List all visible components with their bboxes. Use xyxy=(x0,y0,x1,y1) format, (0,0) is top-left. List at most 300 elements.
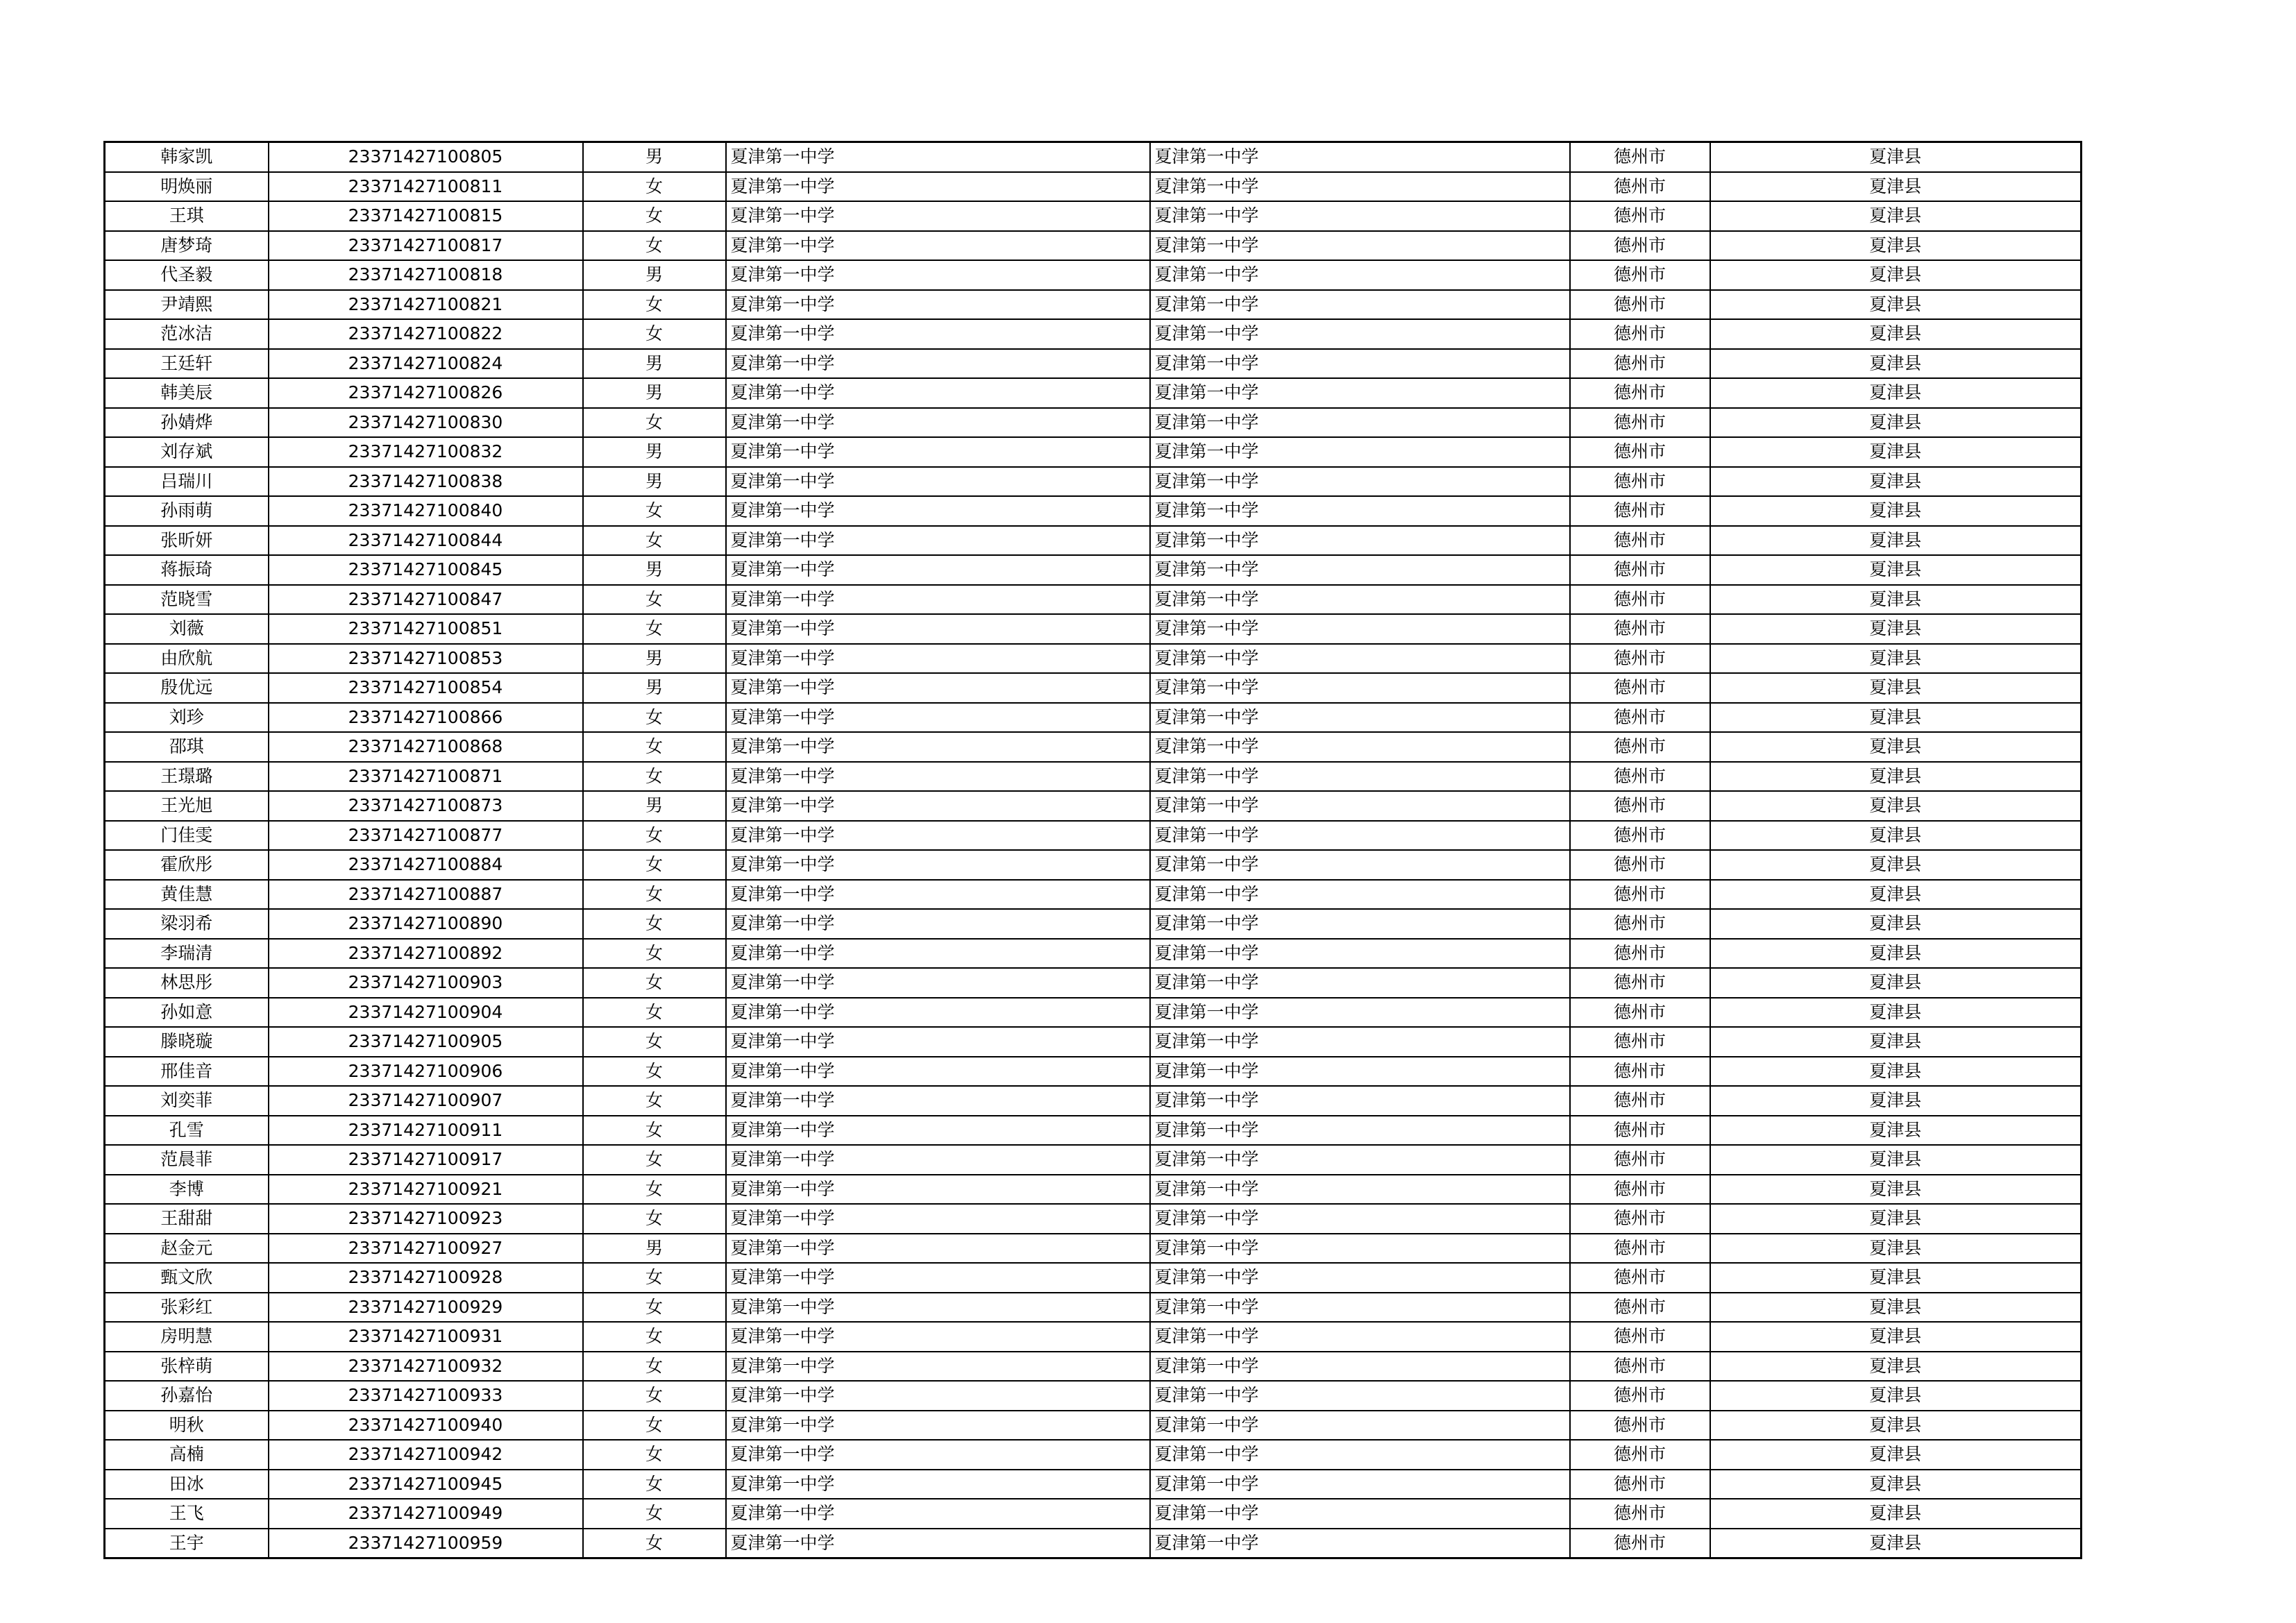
county-cell: 夏津县 xyxy=(1710,673,2082,703)
origin-school-cell: 夏津第一中学 xyxy=(1150,614,1570,644)
city-cell: 德州市 xyxy=(1570,1234,1710,1264)
gender-cell: 女 xyxy=(583,1440,726,1470)
city-cell: 德州市 xyxy=(1570,673,1710,703)
gender-cell: 男 xyxy=(583,437,726,467)
table-row xyxy=(105,1145,2082,1175)
table-row xyxy=(105,1204,2082,1234)
origin-school-cell: 夏津第一中学 xyxy=(1150,349,1570,379)
county-cell: 夏津县 xyxy=(1710,1086,2082,1116)
county-cell: 夏津县 xyxy=(1710,1293,2082,1323)
origin-school-cell: 夏津第一中学 xyxy=(1150,172,1570,202)
school-cell: 夏津第一中学 xyxy=(726,1234,1150,1264)
table-row xyxy=(105,821,2082,851)
gender-cell: 女 xyxy=(583,1175,726,1205)
origin-school-cell: 夏津第一中学 xyxy=(1150,880,1570,910)
origin-school-cell: 夏津第一中学 xyxy=(1150,1499,1570,1529)
table-row xyxy=(105,644,2082,674)
gender-cell: 男 xyxy=(583,260,726,290)
city-cell: 德州市 xyxy=(1570,909,1710,939)
table-row xyxy=(105,880,2082,910)
origin-school-cell: 夏津第一中学 xyxy=(1150,644,1570,674)
gender-cell: 女 xyxy=(583,1499,726,1529)
city-cell: 德州市 xyxy=(1570,201,1710,231)
gender-cell: 女 xyxy=(583,703,726,733)
table-row xyxy=(105,850,2082,880)
table-row xyxy=(105,732,2082,762)
gender-cell: 女 xyxy=(583,909,726,939)
table-row xyxy=(105,437,2082,467)
city-cell: 德州市 xyxy=(1570,378,1710,408)
city-cell: 德州市 xyxy=(1570,1116,1710,1146)
student-name-cell: 黄佳慧 xyxy=(105,880,269,910)
origin-school-cell: 夏津第一中学 xyxy=(1150,290,1570,320)
student-name-cell: 孙婧烨 xyxy=(105,408,269,438)
city-cell: 德州市 xyxy=(1570,821,1710,851)
gender-cell: 男 xyxy=(583,467,726,497)
school-cell: 夏津第一中学 xyxy=(726,1175,1150,1205)
gender-cell: 女 xyxy=(583,968,726,998)
gender-cell: 女 xyxy=(583,1204,726,1234)
table-row xyxy=(105,614,2082,644)
school-cell: 夏津第一中学 xyxy=(726,850,1150,880)
gender-cell: 女 xyxy=(583,201,726,231)
student-name-cell: 刘奕菲 xyxy=(105,1086,269,1116)
city-cell: 德州市 xyxy=(1570,526,1710,556)
origin-school-cell: 夏津第一中学 xyxy=(1150,673,1570,703)
gender-cell: 女 xyxy=(583,496,726,526)
city-cell: 德州市 xyxy=(1570,437,1710,467)
school-cell: 夏津第一中学 xyxy=(726,467,1150,497)
exam-id-cell: 23371427100904 xyxy=(269,998,583,1028)
table-row xyxy=(105,762,2082,792)
city-cell: 德州市 xyxy=(1570,998,1710,1028)
county-cell: 夏津县 xyxy=(1710,1352,2082,1382)
city-cell: 德州市 xyxy=(1570,1293,1710,1323)
exam-id-cell: 23371427100887 xyxy=(269,880,583,910)
gender-cell: 男 xyxy=(583,555,726,585)
student-name-cell: 甄文欣 xyxy=(105,1263,269,1293)
school-cell: 夏津第一中学 xyxy=(726,585,1150,615)
origin-school-cell: 夏津第一中学 xyxy=(1150,1322,1570,1352)
city-cell: 德州市 xyxy=(1570,762,1710,792)
gender-cell: 女 xyxy=(583,939,726,969)
origin-school-cell: 夏津第一中学 xyxy=(1150,555,1570,585)
county-cell: 夏津县 xyxy=(1710,968,2082,998)
exam-id-cell: 23371427100907 xyxy=(269,1086,583,1116)
student-name-cell: 蒋振琦 xyxy=(105,555,269,585)
table-row xyxy=(105,968,2082,998)
exam-id-cell: 23371427100942 xyxy=(269,1440,583,1470)
table-row xyxy=(105,1263,2082,1293)
student-name-cell: 王廷轩 xyxy=(105,349,269,379)
gender-cell: 男 xyxy=(583,1234,726,1264)
exam-id-cell: 23371427100905 xyxy=(269,1027,583,1057)
county-cell: 夏津县 xyxy=(1710,142,2082,172)
county-cell: 夏津县 xyxy=(1710,614,2082,644)
school-cell: 夏津第一中学 xyxy=(726,821,1150,851)
county-cell: 夏津县 xyxy=(1710,172,2082,202)
exam-id-cell: 23371427100866 xyxy=(269,703,583,733)
city-cell: 德州市 xyxy=(1570,260,1710,290)
county-cell: 夏津县 xyxy=(1710,1440,2082,1470)
gender-cell: 女 xyxy=(583,1411,726,1441)
table-row xyxy=(105,319,2082,349)
school-cell: 夏津第一中学 xyxy=(726,1470,1150,1499)
county-cell: 夏津县 xyxy=(1710,201,2082,231)
city-cell: 德州市 xyxy=(1570,496,1710,526)
student-name-cell: 范晨菲 xyxy=(105,1145,269,1175)
city-cell: 德州市 xyxy=(1570,1499,1710,1529)
table-row xyxy=(105,1440,2082,1470)
city-cell: 德州市 xyxy=(1570,1352,1710,1382)
student-name-cell: 由欣航 xyxy=(105,644,269,674)
origin-school-cell: 夏津第一中学 xyxy=(1150,732,1570,762)
student-name-cell: 殷优远 xyxy=(105,673,269,703)
exam-id-cell: 23371427100884 xyxy=(269,850,583,880)
student-name-cell: 孔雪 xyxy=(105,1116,269,1146)
gender-cell: 女 xyxy=(583,1027,726,1057)
gender-cell: 男 xyxy=(583,349,726,379)
gender-cell: 女 xyxy=(583,1470,726,1499)
exam-id-cell: 23371427100844 xyxy=(269,526,583,556)
origin-school-cell: 夏津第一中学 xyxy=(1150,1145,1570,1175)
origin-school-cell: 夏津第一中学 xyxy=(1150,1116,1570,1146)
city-cell: 德州市 xyxy=(1570,1263,1710,1293)
exam-id-cell: 23371427100927 xyxy=(269,1234,583,1264)
gender-cell: 女 xyxy=(583,1086,726,1116)
table-row xyxy=(105,555,2082,585)
exam-id-cell: 23371427100903 xyxy=(269,968,583,998)
school-cell: 夏津第一中学 xyxy=(726,1204,1150,1234)
student-name-cell: 唐梦琦 xyxy=(105,231,269,261)
student-name-cell: 门佳雯 xyxy=(105,821,269,851)
school-cell: 夏津第一中学 xyxy=(726,555,1150,585)
table-row xyxy=(105,1411,2082,1441)
gender-cell: 男 xyxy=(583,644,726,674)
city-cell: 德州市 xyxy=(1570,614,1710,644)
gender-cell: 男 xyxy=(583,378,726,408)
student-name-cell: 吕瑞川 xyxy=(105,467,269,497)
county-cell: 夏津县 xyxy=(1710,1027,2082,1057)
gender-cell: 女 xyxy=(583,1145,726,1175)
county-cell: 夏津县 xyxy=(1710,408,2082,438)
county-cell: 夏津县 xyxy=(1710,1234,2082,1264)
table-row xyxy=(105,496,2082,526)
origin-school-cell: 夏津第一中学 xyxy=(1150,1086,1570,1116)
city-cell: 德州市 xyxy=(1570,850,1710,880)
origin-school-cell: 夏津第一中学 xyxy=(1150,1411,1570,1441)
origin-school-cell: 夏津第一中学 xyxy=(1150,142,1570,172)
county-cell: 夏津县 xyxy=(1710,644,2082,674)
origin-school-cell: 夏津第一中学 xyxy=(1150,762,1570,792)
table-row xyxy=(105,467,2082,497)
origin-school-cell: 夏津第一中学 xyxy=(1150,1293,1570,1323)
school-cell: 夏津第一中学 xyxy=(726,1440,1150,1470)
school-cell: 夏津第一中学 xyxy=(726,172,1150,202)
student-name-cell: 代圣毅 xyxy=(105,260,269,290)
origin-school-cell: 夏津第一中学 xyxy=(1150,791,1570,821)
table-row xyxy=(105,1175,2082,1205)
school-cell: 夏津第一中学 xyxy=(726,378,1150,408)
city-cell: 德州市 xyxy=(1570,1470,1710,1499)
city-cell: 德州市 xyxy=(1570,1057,1710,1087)
gender-cell: 女 xyxy=(583,1381,726,1411)
table-row xyxy=(105,1057,2082,1087)
city-cell: 德州市 xyxy=(1570,1086,1710,1116)
table-row xyxy=(105,939,2082,969)
school-cell: 夏津第一中学 xyxy=(726,1381,1150,1411)
origin-school-cell: 夏津第一中学 xyxy=(1150,526,1570,556)
gender-cell: 女 xyxy=(583,1116,726,1146)
table-row xyxy=(105,1499,2082,1529)
exam-id-cell: 23371427100892 xyxy=(269,939,583,969)
exam-id-cell: 23371427100838 xyxy=(269,467,583,497)
school-cell: 夏津第一中学 xyxy=(726,791,1150,821)
gender-cell: 女 xyxy=(583,1352,726,1382)
table-row xyxy=(105,378,2082,408)
origin-school-cell: 夏津第一中学 xyxy=(1150,998,1570,1028)
gender-cell: 女 xyxy=(583,998,726,1028)
table-row xyxy=(105,1086,2082,1116)
gender-cell: 女 xyxy=(583,762,726,792)
city-cell: 德州市 xyxy=(1570,880,1710,910)
table-row xyxy=(105,1116,2082,1146)
gender-cell: 女 xyxy=(583,850,726,880)
student-name-cell: 孙嘉怡 xyxy=(105,1381,269,1411)
school-cell: 夏津第一中学 xyxy=(726,1145,1150,1175)
city-cell: 德州市 xyxy=(1570,644,1710,674)
student-name-cell: 张昕妍 xyxy=(105,526,269,556)
student-name-cell: 高楠 xyxy=(105,1440,269,1470)
origin-school-cell: 夏津第一中学 xyxy=(1150,939,1570,969)
table-row xyxy=(105,142,2082,172)
student-name-cell: 滕晓璇 xyxy=(105,1027,269,1057)
school-cell: 夏津第一中学 xyxy=(726,762,1150,792)
student-name-cell: 尹靖熙 xyxy=(105,290,269,320)
school-cell: 夏津第一中学 xyxy=(726,909,1150,939)
school-cell: 夏津第一中学 xyxy=(726,703,1150,733)
county-cell: 夏津县 xyxy=(1710,437,2082,467)
gender-cell: 女 xyxy=(583,172,726,202)
city-cell: 德州市 xyxy=(1570,1322,1710,1352)
table-row xyxy=(105,1322,2082,1352)
county-cell: 夏津县 xyxy=(1710,496,2082,526)
table-row xyxy=(105,1352,2082,1382)
county-cell: 夏津县 xyxy=(1710,880,2082,910)
school-cell: 夏津第一中学 xyxy=(726,614,1150,644)
student-name-cell: 林思彤 xyxy=(105,968,269,998)
school-cell: 夏津第一中学 xyxy=(726,732,1150,762)
student-name-cell: 王光旭 xyxy=(105,791,269,821)
school-cell: 夏津第一中学 xyxy=(726,1352,1150,1382)
school-cell: 夏津第一中学 xyxy=(726,644,1150,674)
exam-id-cell: 23371427100847 xyxy=(269,585,583,615)
county-cell: 夏津县 xyxy=(1710,1057,2082,1087)
student-name-cell: 田冰 xyxy=(105,1470,269,1499)
origin-school-cell: 夏津第一中学 xyxy=(1150,1263,1570,1293)
exam-id-cell: 23371427100928 xyxy=(269,1263,583,1293)
origin-school-cell: 夏津第一中学 xyxy=(1150,1234,1570,1264)
county-cell: 夏津县 xyxy=(1710,850,2082,880)
county-cell: 夏津县 xyxy=(1710,1263,2082,1293)
exam-id-cell: 23371427100818 xyxy=(269,260,583,290)
exam-id-cell: 23371427100923 xyxy=(269,1204,583,1234)
exam-id-cell: 23371427100826 xyxy=(269,378,583,408)
county-cell: 夏津县 xyxy=(1710,1145,2082,1175)
county-cell: 夏津县 xyxy=(1710,703,2082,733)
student-name-cell: 韩美辰 xyxy=(105,378,269,408)
table-row xyxy=(105,1293,2082,1323)
table-row xyxy=(105,703,2082,733)
student-name-cell: 王璟璐 xyxy=(105,762,269,792)
origin-school-cell: 夏津第一中学 xyxy=(1150,909,1570,939)
county-cell: 夏津县 xyxy=(1710,1116,2082,1146)
county-cell: 夏津县 xyxy=(1710,732,2082,762)
exam-id-cell: 23371427100854 xyxy=(269,673,583,703)
student-name-cell: 孙雨萌 xyxy=(105,496,269,526)
school-cell: 夏津第一中学 xyxy=(726,1411,1150,1441)
table-row xyxy=(105,349,2082,379)
origin-school-cell: 夏津第一中学 xyxy=(1150,378,1570,408)
school-cell: 夏津第一中学 xyxy=(726,673,1150,703)
origin-school-cell: 夏津第一中学 xyxy=(1150,408,1570,438)
student-roster-table xyxy=(103,141,2082,1559)
school-cell: 夏津第一中学 xyxy=(726,1322,1150,1352)
city-cell: 德州市 xyxy=(1570,172,1710,202)
school-cell: 夏津第一中学 xyxy=(726,142,1150,172)
student-name-cell: 梁羽希 xyxy=(105,909,269,939)
exam-id-cell: 23371427100949 xyxy=(269,1499,583,1529)
origin-school-cell: 夏津第一中学 xyxy=(1150,1381,1570,1411)
gender-cell: 女 xyxy=(583,614,726,644)
table-row xyxy=(105,909,2082,939)
student-name-cell: 李瑞清 xyxy=(105,939,269,969)
origin-school-cell: 夏津第一中学 xyxy=(1150,467,1570,497)
table-row xyxy=(105,1027,2082,1057)
exam-id-cell: 23371427100840 xyxy=(269,496,583,526)
exam-id-cell: 23371427100906 xyxy=(269,1057,583,1087)
gender-cell: 女 xyxy=(583,1293,726,1323)
exam-id-cell: 23371427100933 xyxy=(269,1381,583,1411)
city-cell: 德州市 xyxy=(1570,585,1710,615)
county-cell: 夏津县 xyxy=(1710,1499,2082,1529)
gender-cell: 女 xyxy=(583,880,726,910)
student-name-cell: 韩家凯 xyxy=(105,142,269,172)
origin-school-cell: 夏津第一中学 xyxy=(1150,1027,1570,1057)
city-cell: 德州市 xyxy=(1570,1027,1710,1057)
county-cell: 夏津县 xyxy=(1710,791,2082,821)
county-cell: 夏津县 xyxy=(1710,378,2082,408)
city-cell: 德州市 xyxy=(1570,1145,1710,1175)
exam-id-cell: 23371427100821 xyxy=(269,290,583,320)
county-cell: 夏津县 xyxy=(1710,1322,2082,1352)
exam-id-cell: 23371427100932 xyxy=(269,1352,583,1382)
origin-school-cell: 夏津第一中学 xyxy=(1150,585,1570,615)
school-cell: 夏津第一中学 xyxy=(726,526,1150,556)
gender-cell: 女 xyxy=(583,526,726,556)
county-cell: 夏津县 xyxy=(1710,909,2082,939)
origin-school-cell: 夏津第一中学 xyxy=(1150,1204,1570,1234)
gender-cell: 女 xyxy=(583,1263,726,1293)
table-row xyxy=(105,201,2082,231)
county-cell: 夏津县 xyxy=(1710,526,2082,556)
table-row xyxy=(105,1529,2082,1558)
school-cell: 夏津第一中学 xyxy=(726,1293,1150,1323)
county-cell: 夏津县 xyxy=(1710,1175,2082,1205)
table-row xyxy=(105,408,2082,438)
school-cell: 夏津第一中学 xyxy=(726,998,1150,1028)
exam-id-cell: 23371427100832 xyxy=(269,437,583,467)
exam-id-cell: 23371427100853 xyxy=(269,644,583,674)
origin-school-cell: 夏津第一中学 xyxy=(1150,1440,1570,1470)
county-cell: 夏津县 xyxy=(1710,1411,2082,1441)
school-cell: 夏津第一中学 xyxy=(726,1086,1150,1116)
exam-id-cell: 23371427100868 xyxy=(269,732,583,762)
school-cell: 夏津第一中学 xyxy=(726,319,1150,349)
school-cell: 夏津第一中学 xyxy=(726,1027,1150,1057)
gender-cell: 女 xyxy=(583,408,726,438)
county-cell: 夏津县 xyxy=(1710,1204,2082,1234)
city-cell: 德州市 xyxy=(1570,408,1710,438)
school-cell: 夏津第一中学 xyxy=(726,260,1150,290)
origin-school-cell: 夏津第一中学 xyxy=(1150,968,1570,998)
gender-cell: 女 xyxy=(583,290,726,320)
student-name-cell: 明焕丽 xyxy=(105,172,269,202)
student-name-cell: 李博 xyxy=(105,1175,269,1205)
city-cell: 德州市 xyxy=(1570,1204,1710,1234)
city-cell: 德州市 xyxy=(1570,142,1710,172)
table-row xyxy=(105,1381,2082,1411)
school-cell: 夏津第一中学 xyxy=(726,349,1150,379)
origin-school-cell: 夏津第一中学 xyxy=(1150,1470,1570,1499)
gender-cell: 女 xyxy=(583,1057,726,1087)
student-name-cell: 霍欣彤 xyxy=(105,850,269,880)
student-name-cell: 明秋 xyxy=(105,1411,269,1441)
exam-id-cell: 23371427100805 xyxy=(269,142,583,172)
student-name-cell: 刘珍 xyxy=(105,703,269,733)
table-row xyxy=(105,290,2082,320)
school-cell: 夏津第一中学 xyxy=(726,880,1150,910)
exam-id-cell: 23371427100945 xyxy=(269,1470,583,1499)
county-cell: 夏津县 xyxy=(1710,319,2082,349)
exam-id-cell: 23371427100817 xyxy=(269,231,583,261)
city-cell: 德州市 xyxy=(1570,349,1710,379)
exam-id-cell: 23371427100931 xyxy=(269,1322,583,1352)
origin-school-cell: 夏津第一中学 xyxy=(1150,260,1570,290)
school-cell: 夏津第一中学 xyxy=(726,437,1150,467)
gender-cell: 女 xyxy=(583,231,726,261)
origin-school-cell: 夏津第一中学 xyxy=(1150,1529,1570,1558)
table-row xyxy=(105,585,2082,615)
school-cell: 夏津第一中学 xyxy=(726,1057,1150,1087)
city-cell: 德州市 xyxy=(1570,290,1710,320)
student-name-cell: 邵琪 xyxy=(105,732,269,762)
gender-cell: 女 xyxy=(583,319,726,349)
county-cell: 夏津县 xyxy=(1710,998,2082,1028)
exam-id-cell: 23371427100929 xyxy=(269,1293,583,1323)
table-row xyxy=(105,1234,2082,1264)
table-row xyxy=(105,260,2082,290)
exam-id-cell: 23371427100940 xyxy=(269,1411,583,1441)
table-row xyxy=(105,673,2082,703)
student-name-cell: 王琪 xyxy=(105,201,269,231)
exam-id-cell: 23371427100871 xyxy=(269,762,583,792)
table-row xyxy=(105,1470,2082,1499)
gender-cell: 女 xyxy=(583,1529,726,1558)
origin-school-cell: 夏津第一中学 xyxy=(1150,319,1570,349)
school-cell: 夏津第一中学 xyxy=(726,939,1150,969)
student-name-cell: 王宇 xyxy=(105,1529,269,1558)
